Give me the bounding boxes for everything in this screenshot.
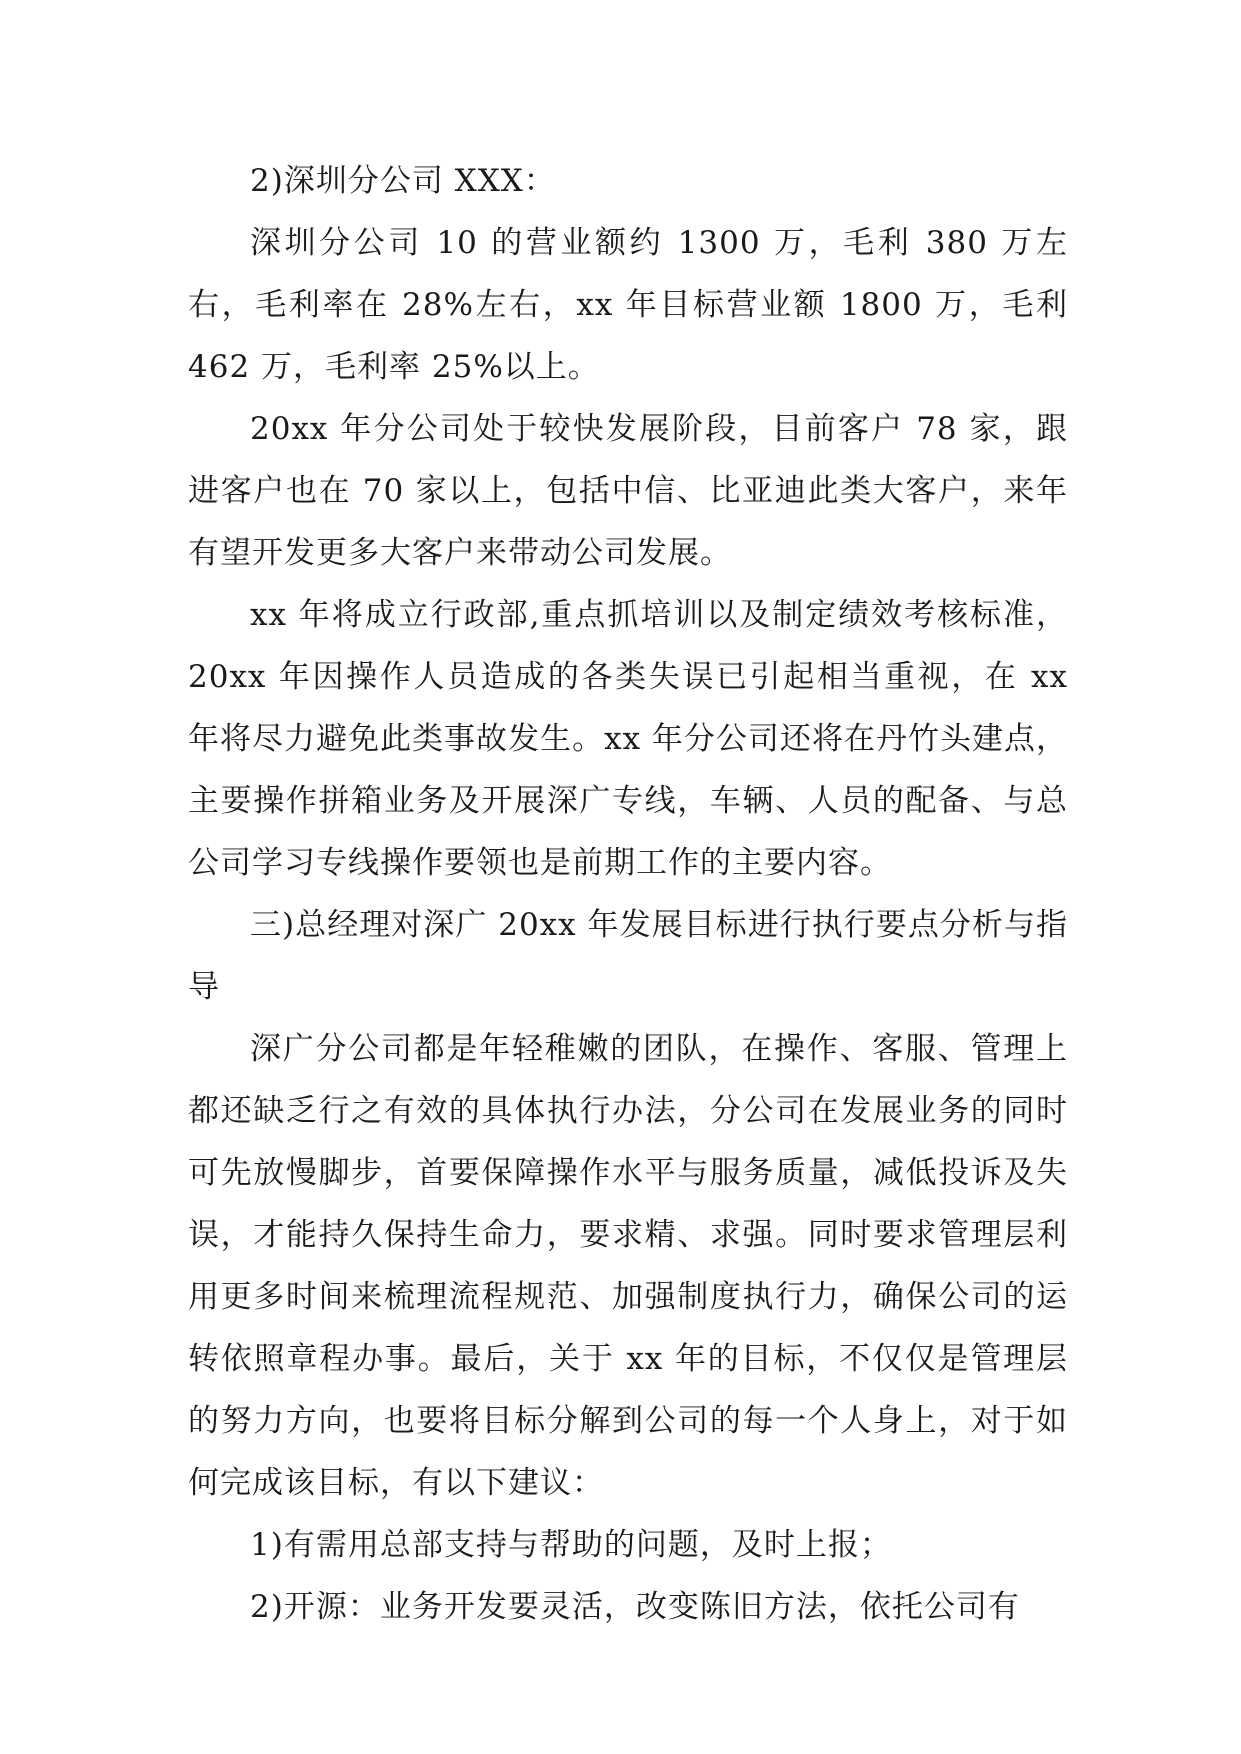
paragraph-admin-department: xx 年将成立行政部,重点抓培训以及制定绩效考核标准，20xx 年因操作人员造成的各类失误已引起相当重视，在 xx 年将尽力避免此类事故发生。xx 年分公司还将在丹竹头建点，主要操作拼箱业务及开展深广专线，车辆、人员的配备、与总公司学习专线操作要领也是前期工作的主要内容。 <box>188 597 1068 881</box>
paragraph-revenue-targets: 深圳分公司 10 的营业额约 1300 万，毛利 380 万左右，毛利率在 28%左右，xx 年目标营业额 1800 万，毛利 462 万，毛利率 25%以上。 <box>188 225 1068 385</box>
paragraph-suggestion-one: 1)有需用总部支持与帮助的问题，及时上报； <box>250 1527 892 1563</box>
paragraph-shenzhen-branch-heading: 2)深圳分公司 XXX： <box>250 163 556 199</box>
paragraph-development-stage: 20xx 年分公司处于较快发展阶段，目前客户 78 家，跟进客户也在 70 家以上，包括中信、比亚迪此类大客户，来年有望开发更多大客户来带动公司发展。 <box>188 411 1068 571</box>
paragraph-section-three-heading: 三)总经理对深广 20xx 年发展目标进行执行要点分析与指导 <box>188 907 1068 1005</box>
document-body <box>188 150 1068 1638</box>
paragraph-manager-guidance: 深广分公司都是年轻稚嫩的团队，在操作、客服、管理上都还缺乏行之有效的具体执行办法，分公司在发展业务的同时可先放慢脚步，首要保障操作水平与服务质量，减低投诉及失误，才能持久保持生命力，要求精、求强。同时要求管理层利用更多时间来梳理流程规范、加强制度执行力，确保公司的运转依照章程办事。最后，关于 xx 年的目标，不仅仅是管理层的努力方向，也要将目标分解到公司的每一个人身上，对于如何完成该目标，有以下建议： <box>188 1031 1068 1501</box>
paragraph-suggestion-two: 2)开源：业务开发要灵活，改变陈旧方法，依托公司有 <box>250 1589 1020 1625</box>
